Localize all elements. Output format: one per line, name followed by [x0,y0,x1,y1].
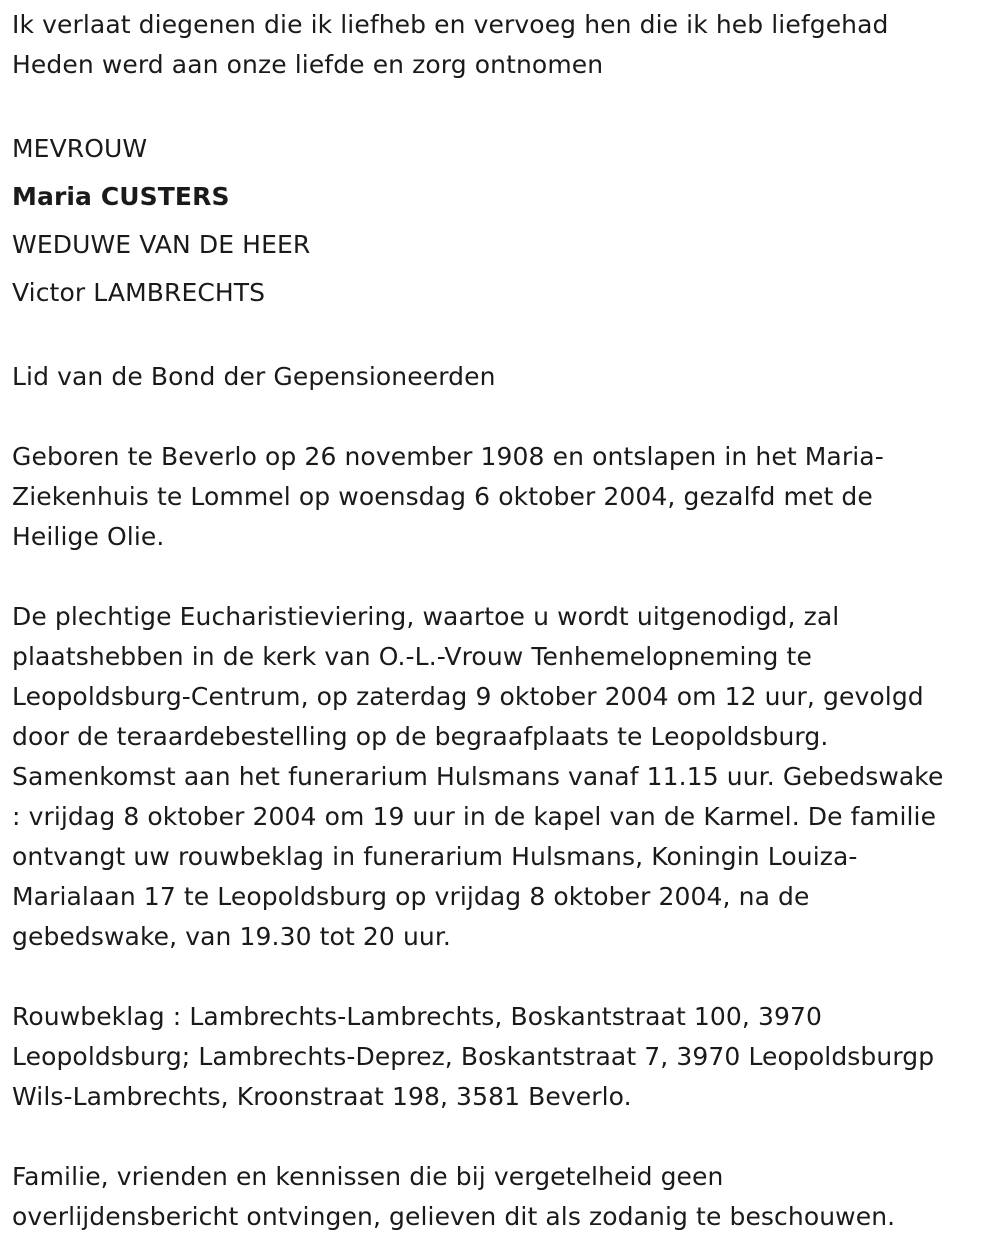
deceased-block [12,125,988,317]
ceremony-line: Marialaan 17 te Leopoldsburg op vrijdag 8 oktober 2004, na de [12,882,810,911]
condolences-line: Wils-Lambrechts, Kroonstraat 198, 3581 Beverlo. [12,1082,632,1111]
ceremony-line: gebedswake, van 19.30 tot 20 uur. [12,922,451,951]
deceased-name: Maria CUSTERS [12,182,230,211]
condolences-line: Leopoldsburg; Lambrechts-Deprez, Boskantstraat 7, 3970 Leopoldsburgp [12,1042,935,1071]
ceremony-line: : vrijdag 8 oktober 2004 om 19 uur in de kapel van de Karmel. De familie [12,802,937,831]
intro-line-2: Heden werd aan onze liefde en zorg ontnomen [12,50,604,79]
ceremony-line: ontvangt uw rouwbeklag in funerarium Hulsmans, Koningin Louiza- [12,842,858,871]
closing-paragraph [12,1157,988,1237]
ceremony-line: plaatshebben in de kerk van O.-L.-Vrouw Tenhemelopneming te [12,642,812,671]
intro-line-1: Ik verlaat diegenen die ik liefheb en vervoeg hen die ik heb liefgehad [12,10,889,39]
ceremony-paragraph [12,597,988,957]
deceased-title: MEVROUW [12,134,148,163]
birth-death-line: Heilige Olie. [12,522,165,551]
birth-death-line: Geboren te Beverlo op 26 november 1908 en ontslapen in het Maria- [12,442,884,471]
intro-block [12,5,988,85]
ceremony-line: De plechtige Eucharistieviering, waartoe u wordt uitgenodigd, zal [12,602,840,631]
condolences-line: Rouwbeklag : Lambrechts-Lambrechts, Boskantstraat 100, 3970 [12,1002,823,1031]
ceremony-line: Leopoldsburg-Centrum, op zaterdag 9 oktober 2004 om 12 uur, gevolgd [12,682,924,711]
closing-line: overlijdensbericht ontvingen, gelieven dit als zodanig te beschouwen. [12,1202,896,1231]
birth-death-line: Ziekenhuis te Lommel op woensdag 6 oktober 2004, gezalfd met de [12,482,873,511]
ceremony-line: Samenkomst aan het funerarium Hulsmans vanaf 11.15 uur. Gebedswake [12,762,944,791]
deceased-spouse: Victor LAMBRECHTS [12,278,266,307]
birth-death-paragraph [12,437,988,557]
ceremony-line: door de teraardebestelling op de begraafplaats te Leopoldsburg. [12,722,829,751]
closing-line: Familie, vrienden en kennissen die bij vergetelheid geen [12,1162,724,1191]
condolences-paragraph [12,997,988,1117]
membership-line: Lid van de Bond der Gepensioneerden [12,362,496,391]
deceased-relation: WEDUWE VAN DE HEER [12,230,311,259]
